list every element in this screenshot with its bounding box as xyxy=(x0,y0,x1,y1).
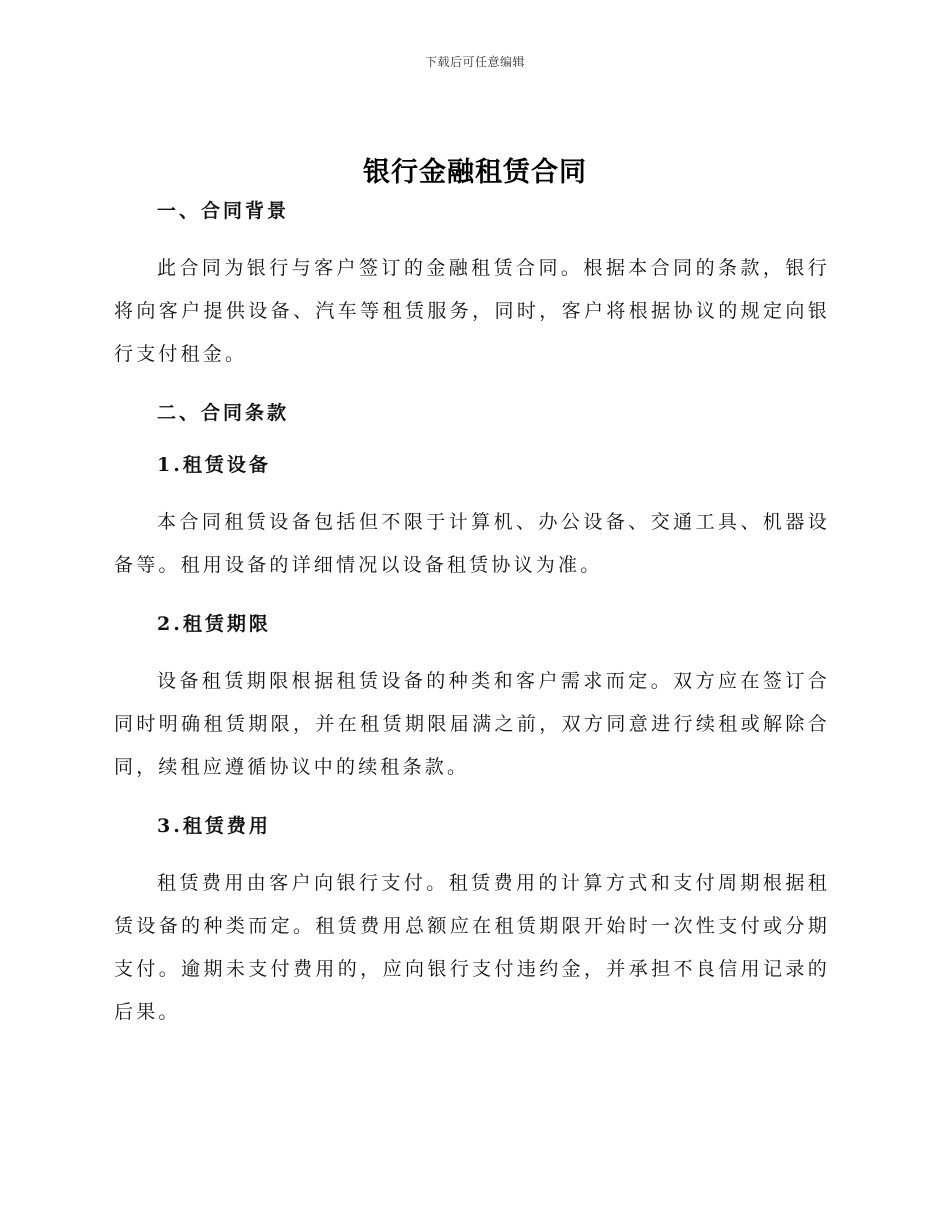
section-heading-background: 一、合同背景 xyxy=(157,200,290,222)
paragraph-background: 此合同为银行与客户签订的金融租赁合同。根据本合同的条款，银行将向客户提供设备、汽车等租赁服务，同时，客户将根据协议的规定向银行支付租金。 xyxy=(114,257,830,365)
paragraph-term: 设备租赁期限根据租赁设备的种类和客户需求而定。双方应在签订合同时明确租赁期限，并在租赁期限届满之前，双方同意进行续租或解除合同，续租应遵循协议中的续租条款。 xyxy=(114,670,830,778)
document-title: 银行金融租赁合同 xyxy=(363,157,587,188)
subsection-heading-fees: 3.租赁费用 xyxy=(157,815,271,837)
subsection-heading-term: 2.租赁期限 xyxy=(157,613,271,635)
document-body xyxy=(114,194,830,1034)
subsection-heading-equipment: 1.租赁设备 xyxy=(157,454,271,476)
section-heading-terms: 二、合同条款 xyxy=(157,402,290,424)
paragraph-fees: 租赁费用由客户向银行支付。租赁费用的计算方式和支付周期根据租赁设备的种类而定。租赁费用总额应在租赁期限开始时一次性支付或分期支付。逾期未支付费用的，应向银行支付违约金，并承担不良信用记录的后果。 xyxy=(114,872,830,1023)
header-note: 下载后可任意编辑 xyxy=(424,55,525,69)
paragraph-equipment: 本合同租赁设备包括但不限于计算机、办公设备、交通工具、机器设备等。租用设备的详细情况以设备租赁协议为准。 xyxy=(114,511,830,576)
